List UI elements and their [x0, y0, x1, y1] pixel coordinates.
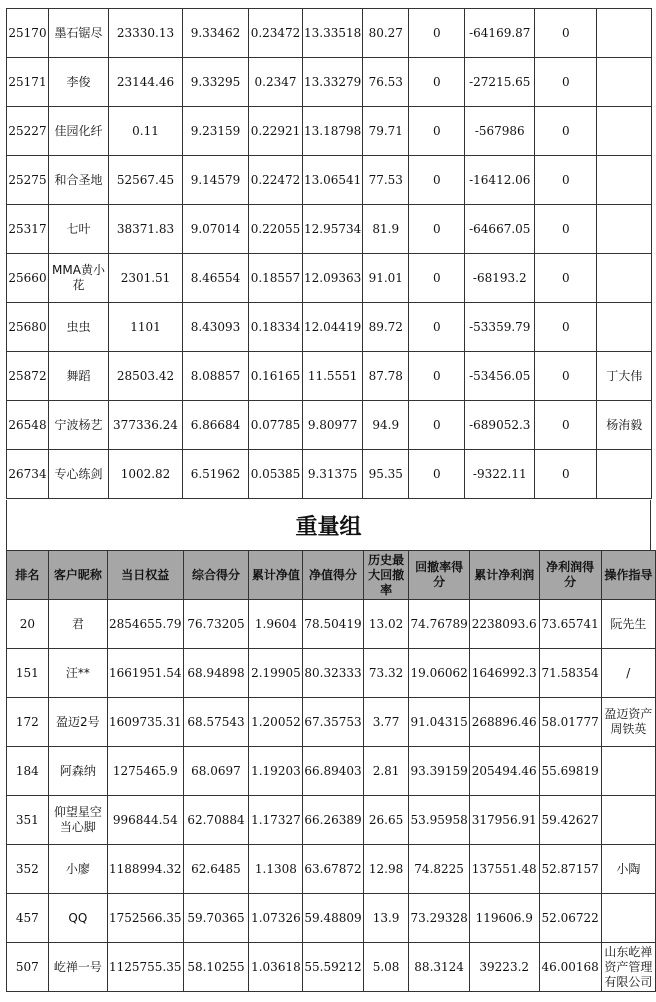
cell-net-profit: -27215.65 — [465, 58, 535, 107]
cell-drawdown-score: 0 — [409, 303, 465, 352]
cell-net-profit: -9322.11 — [465, 450, 535, 499]
header-profit-score: 净利润得分 — [539, 551, 601, 600]
cell-equity: 1661951.54 — [108, 649, 184, 698]
table-row — [7, 894, 656, 943]
table-row — [7, 796, 656, 845]
cell-net-value-score: 11.5551 — [303, 352, 363, 401]
cell-drawdown-score: 53.95958 — [409, 796, 469, 845]
header-net-value: 累计净值 — [249, 551, 303, 600]
cell-profit-score: 0 — [535, 254, 597, 303]
cell-nickname: QQ — [48, 894, 107, 943]
cell-net-value: 1.9604 — [249, 600, 303, 649]
cell-guidance — [597, 9, 652, 58]
cell-net-value-score: 66.89403 — [303, 747, 363, 796]
cell-net-value: 1.07326 — [249, 894, 303, 943]
cell-net-value-score: 78.50419 — [303, 600, 363, 649]
cell-rank: 184 — [7, 747, 49, 796]
cell-net-profit: -64667.05 — [465, 205, 535, 254]
table-row — [7, 845, 656, 894]
cell-net-value: 2.19905 — [249, 649, 303, 698]
cell-max-drawdown: 3.77 — [363, 698, 409, 747]
header-max-drawdown: 历史最大回撤率 — [363, 551, 409, 600]
cell-net-value: 0.18334 — [249, 303, 303, 352]
cell-nickname: 阿森纳 — [48, 747, 107, 796]
cell-equity: 1609735.31 — [108, 698, 184, 747]
cell-equity: 23144.46 — [109, 58, 183, 107]
cell-max-drawdown: 89.72 — [363, 303, 409, 352]
cell-nickname: 汪** — [48, 649, 107, 698]
cell-net-value: 1.17327 — [249, 796, 303, 845]
table-row — [7, 747, 656, 796]
cell-profit-score: 71.58354 — [539, 649, 601, 698]
cell-nickname: 宁波杨艺 — [49, 401, 109, 450]
table-row — [7, 352, 652, 401]
cell-drawdown-score: 93.39159 — [409, 747, 469, 796]
cell-nickname: 墨石锯尽 — [49, 9, 109, 58]
cell-equity: 996844.54 — [108, 796, 184, 845]
cell-rank: 26734 — [7, 450, 49, 499]
table-row — [7, 58, 652, 107]
cell-rank: 25227 — [7, 107, 49, 156]
cell-profit-score: 0 — [535, 401, 597, 450]
cell-net-value: 0.22921 — [249, 107, 303, 156]
table-row — [7, 205, 652, 254]
ranking-table-upper — [6, 8, 652, 499]
cell-drawdown-score: 0 — [409, 58, 465, 107]
header-rank: 排名 — [7, 551, 49, 600]
cell-profit-score: 0 — [535, 9, 597, 58]
cell-guidance: 丁大伟 — [597, 352, 652, 401]
table-row — [7, 649, 656, 698]
table-row — [7, 943, 656, 992]
cell-net-profit: -64169.87 — [465, 9, 535, 58]
cell-nickname: 七叶 — [49, 205, 109, 254]
cell-guidance — [597, 156, 652, 205]
cell-net-value: 1.19203 — [249, 747, 303, 796]
cell-profit-score: 0 — [535, 303, 597, 352]
cell-net-value-score: 59.48809 — [303, 894, 363, 943]
cell-total-score: 62.6485 — [183, 845, 249, 894]
table-row — [7, 600, 656, 649]
cell-total-score: 9.07014 — [183, 205, 249, 254]
cell-max-drawdown: 13.9 — [363, 894, 409, 943]
cell-equity: 38371.83 — [109, 205, 183, 254]
cell-max-drawdown: 2.81 — [363, 747, 409, 796]
cell-max-drawdown: 87.78 — [363, 352, 409, 401]
cell-total-score: 9.14579 — [183, 156, 249, 205]
cell-total-score: 6.86684 — [183, 401, 249, 450]
cell-net-value: 0.22055 — [249, 205, 303, 254]
cell-profit-score: 0 — [535, 352, 597, 401]
header-total-score: 综合得分 — [183, 551, 249, 600]
cell-rank: 507 — [7, 943, 49, 992]
cell-drawdown-score: 0 — [409, 401, 465, 450]
cell-total-score: 68.94898 — [183, 649, 249, 698]
cell-net-value-score: 63.67872 — [303, 845, 363, 894]
cell-total-score: 6.51962 — [183, 450, 249, 499]
cell-profit-score: 0 — [535, 107, 597, 156]
cell-equity: 1002.82 — [109, 450, 183, 499]
cell-drawdown-score: 0 — [409, 107, 465, 156]
cell-net-value: 0.16165 — [249, 352, 303, 401]
header-net-value-score: 净值得分 — [303, 551, 363, 600]
cell-nickname: MMA黄小花 — [49, 254, 109, 303]
cell-guidance: 小陶 — [601, 845, 655, 894]
cell-drawdown-score: 73.29328 — [409, 894, 469, 943]
cell-profit-score: 73.65741 — [539, 600, 601, 649]
cell-nickname: 舞蹈 — [49, 352, 109, 401]
cell-total-score: 9.33462 — [183, 9, 249, 58]
cell-rank: 25317 — [7, 205, 49, 254]
cell-net-profit: 317956.91 — [469, 796, 539, 845]
cell-net-value: 1.03618 — [249, 943, 303, 992]
table-row — [7, 9, 652, 58]
cell-drawdown-score: 0 — [409, 450, 465, 499]
cell-rank: 26548 — [7, 401, 49, 450]
cell-total-score: 58.10255 — [183, 943, 249, 992]
cell-net-profit: 2238093.6 — [469, 600, 539, 649]
cell-net-value-score: 12.09363 — [303, 254, 363, 303]
cell-nickname: 屹禅一号 — [48, 943, 107, 992]
cell-equity: 52567.45 — [109, 156, 183, 205]
cell-nickname: 仰望星空当心脚 — [48, 796, 107, 845]
cell-max-drawdown: 13.02 — [363, 600, 409, 649]
cell-drawdown-score: 74.8225 — [409, 845, 469, 894]
cell-net-value-score: 12.04419 — [303, 303, 363, 352]
cell-max-drawdown: 73.32 — [363, 649, 409, 698]
group-title: 重量组 — [6, 500, 651, 550]
cell-equity: 2301.51 — [109, 254, 183, 303]
cell-profit-score: 55.69819 — [539, 747, 601, 796]
cell-total-score: 9.33295 — [183, 58, 249, 107]
header-guidance: 操作指导 — [601, 551, 655, 600]
cell-net-profit: 119606.9 — [469, 894, 539, 943]
cell-nickname: 和合圣地 — [49, 156, 109, 205]
cell-net-value-score: 9.31375 — [303, 450, 363, 499]
cell-net-value: 0.18557 — [249, 254, 303, 303]
cell-net-profit: 205494.46 — [469, 747, 539, 796]
cell-net-value-score: 80.32333 — [303, 649, 363, 698]
header-net-profit: 累计净利润 — [469, 551, 539, 600]
cell-net-value: 0.22472 — [249, 156, 303, 205]
cell-rank: 351 — [7, 796, 49, 845]
cell-rank: 151 — [7, 649, 49, 698]
cell-max-drawdown: 80.27 — [363, 9, 409, 58]
cell-net-profit: 39223.2 — [469, 943, 539, 992]
cell-guidance: 阮先生 — [601, 600, 655, 649]
cell-equity: 2854655.79 — [108, 600, 184, 649]
cell-guidance — [597, 303, 652, 352]
cell-drawdown-score: 91.04315 — [409, 698, 469, 747]
cell-max-drawdown: 81.9 — [363, 205, 409, 254]
cell-equity: 1125755.35 — [108, 943, 184, 992]
cell-net-value: 1.1308 — [249, 845, 303, 894]
cell-guidance: / — [601, 649, 655, 698]
cell-total-score: 59.70365 — [183, 894, 249, 943]
cell-profit-score: 46.00168 — [539, 943, 601, 992]
cell-net-value: 1.20052 — [249, 698, 303, 747]
table-row — [7, 450, 652, 499]
cell-net-profit: -53359.79 — [465, 303, 535, 352]
cell-nickname: 专心练剑 — [49, 450, 109, 499]
cell-net-value: 0.2347 — [249, 58, 303, 107]
cell-equity: 28503.42 — [109, 352, 183, 401]
cell-profit-score: 58.01777 — [539, 698, 601, 747]
cell-drawdown-score: 0 — [409, 254, 465, 303]
cell-profit-score: 59.42627 — [539, 796, 601, 845]
cell-guidance — [601, 894, 655, 943]
cell-net-value-score: 67.35753 — [303, 698, 363, 747]
cell-guidance — [597, 205, 652, 254]
cell-rank: 25680 — [7, 303, 49, 352]
cell-profit-score: 52.06722 — [539, 894, 601, 943]
cell-guidance: 山东屹禅资产管理有限公司 — [601, 943, 655, 992]
cell-net-value: 0.07785 — [249, 401, 303, 450]
cell-net-value: 0.05385 — [249, 450, 303, 499]
cell-net-value-score: 9.80977 — [303, 401, 363, 450]
cell-guidance — [597, 254, 652, 303]
cell-nickname: 小廖 — [48, 845, 107, 894]
cell-rank: 457 — [7, 894, 49, 943]
cell-total-score: 76.73205 — [183, 600, 249, 649]
cell-net-value-score: 13.18798 — [303, 107, 363, 156]
table-row — [7, 303, 652, 352]
cell-equity: 0.11 — [109, 107, 183, 156]
cell-guidance — [597, 107, 652, 156]
cell-equity: 23330.13 — [109, 9, 183, 58]
cell-nickname: 君 — [48, 600, 107, 649]
cell-net-profit: -16412.06 — [465, 156, 535, 205]
cell-drawdown-score: 0 — [409, 9, 465, 58]
cell-rank: 25171 — [7, 58, 49, 107]
header-drawdown-score: 回撤率得分 — [409, 551, 469, 600]
cell-max-drawdown: 94.9 — [363, 401, 409, 450]
cell-net-profit: 268896.46 — [469, 698, 539, 747]
ranking-table-heavyweight — [6, 550, 656, 992]
table-row — [7, 698, 656, 747]
cell-net-value-score: 13.33279 — [303, 58, 363, 107]
cell-rank: 25660 — [7, 254, 49, 303]
header-nickname: 客户昵称 — [48, 551, 107, 600]
cell-net-profit: -689052.3 — [465, 401, 535, 450]
cell-max-drawdown: 91.01 — [363, 254, 409, 303]
cell-rank: 25872 — [7, 352, 49, 401]
cell-profit-score: 0 — [535, 58, 597, 107]
cell-drawdown-score: 0 — [409, 352, 465, 401]
cell-guidance — [601, 796, 655, 845]
cell-drawdown-score: 19.06062 — [409, 649, 469, 698]
cell-net-profit: 137551.48 — [469, 845, 539, 894]
cell-total-score: 8.43093 — [183, 303, 249, 352]
cell-net-value-score: 55.59212 — [303, 943, 363, 992]
cell-profit-score: 52.87157 — [539, 845, 601, 894]
cell-guidance — [597, 450, 652, 499]
cell-total-score: 8.46554 — [183, 254, 249, 303]
cell-total-score: 62.70884 — [183, 796, 249, 845]
header-equity: 当日权益 — [108, 551, 184, 600]
cell-rank: 25275 — [7, 156, 49, 205]
cell-net-value-score: 12.95734 — [303, 205, 363, 254]
cell-nickname: 佳园化纤 — [49, 107, 109, 156]
cell-max-drawdown: 12.98 — [363, 845, 409, 894]
cell-nickname: 虫虫 — [49, 303, 109, 352]
cell-net-profit: -53456.05 — [465, 352, 535, 401]
cell-equity: 377336.24 — [109, 401, 183, 450]
cell-rank: 352 — [7, 845, 49, 894]
cell-guidance: 盈迈资产周铁英 — [601, 698, 655, 747]
cell-net-value: 0.23472 — [249, 9, 303, 58]
cell-profit-score: 0 — [535, 156, 597, 205]
table-row — [7, 156, 652, 205]
cell-max-drawdown: 76.53 — [363, 58, 409, 107]
cell-drawdown-score: 0 — [409, 156, 465, 205]
cell-rank: 20 — [7, 600, 49, 649]
cell-guidance — [597, 58, 652, 107]
cell-total-score: 8.08857 — [183, 352, 249, 401]
table-row — [7, 401, 652, 450]
cell-net-profit: -567986 — [465, 107, 535, 156]
cell-nickname: 李俊 — [49, 58, 109, 107]
cell-equity: 1752566.35 — [108, 894, 184, 943]
cell-net-profit: -68193.2 — [465, 254, 535, 303]
cell-net-value-score: 13.06541 — [303, 156, 363, 205]
cell-max-drawdown: 79.71 — [363, 107, 409, 156]
table-row — [7, 254, 652, 303]
cell-drawdown-score: 0 — [409, 205, 465, 254]
cell-profit-score: 0 — [535, 205, 597, 254]
cell-equity: 1101 — [109, 303, 183, 352]
cell-guidance: 杨洧毅 — [597, 401, 652, 450]
cell-drawdown-score: 88.3124 — [409, 943, 469, 992]
cell-max-drawdown: 5.08 — [363, 943, 409, 992]
cell-equity: 1275465.9 — [108, 747, 184, 796]
cell-profit-score: 0 — [535, 450, 597, 499]
cell-drawdown-score: 74.76789 — [409, 600, 469, 649]
cell-guidance — [601, 747, 655, 796]
cell-total-score: 68.57543 — [183, 698, 249, 747]
cell-equity: 1188994.32 — [108, 845, 184, 894]
cell-net-profit: 1646992.3 — [469, 649, 539, 698]
cell-max-drawdown: 95.35 — [363, 450, 409, 499]
table-header-row — [7, 551, 656, 600]
cell-nickname: 盈迈2号 — [48, 698, 107, 747]
table-row — [7, 107, 652, 156]
cell-total-score: 68.0697 — [183, 747, 249, 796]
cell-net-value-score: 66.26389 — [303, 796, 363, 845]
cell-total-score: 9.23159 — [183, 107, 249, 156]
cell-max-drawdown: 26.65 — [363, 796, 409, 845]
cell-max-drawdown: 77.53 — [363, 156, 409, 205]
cell-rank: 172 — [7, 698, 49, 747]
cell-net-value-score: 13.33518 — [303, 9, 363, 58]
cell-rank: 25170 — [7, 9, 49, 58]
